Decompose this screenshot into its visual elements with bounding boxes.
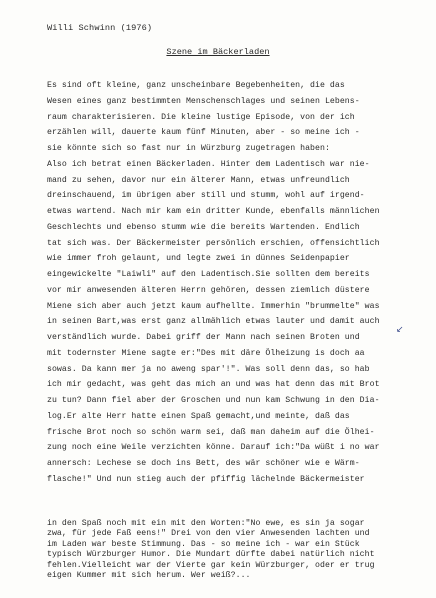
body-line: zu tun? Dann fiel aber der Groschen und nun kam Schwung in den Dia- (47, 396, 380, 405)
body-line: etwas wartend. Nach mir kam ein dritter Kunde, ebenfalls männlichen (47, 207, 380, 216)
body-line: Geschlechts und ebenso stumm wie die bereits Wartenden. Endlich (47, 222, 360, 232)
body-line: zung noch eine Weile verzichten könne. Darauf ich:"Da wüßt i no war (47, 443, 380, 453)
page-title: Szene im Bäckerladen (166, 47, 270, 57)
body-line: log.Er alte Herr hatte einen Spaß gemacht,und meinte, daß das (47, 411, 350, 421)
body-line: Miene sich aber auch jetzt kaum aufhellte. Immerhin "brummelte" was (47, 301, 380, 311)
body-line: flasche!" Und nun stieg auch der pfiffig lächelnde Bäckermeister (47, 474, 365, 484)
footer-line: im Laden war beste Stimmung. Das - so meine ich - war ein Stück (47, 539, 360, 549)
author-line: Willi Schwinn (1976) (47, 23, 153, 33)
body-text (47, 78, 432, 488)
body-line: in seinen Bart,was erst ganz allmählich etwas lauter und damit auch (47, 317, 380, 327)
body-line: dreinschauend, im übrigen aber still und stumm, wohl auf irgend- (47, 191, 365, 201)
body-line: Also ich betrat einen Bäckerladen. Hinter dem Ladentisch war nie- (47, 159, 370, 169)
body-line: sie könnte sich so fast nur in Würzburg zugetragen haben: (47, 144, 330, 153)
body-line: raum charakterisieren. Die kleine lustige Episode, von der ich (47, 112, 355, 122)
body-line: mand zu sehen, davor nur ein älterer Mann, etwas unfreundlich (47, 175, 350, 185)
footer-line: typisch Würzburger Humor. Die Mundart dürfte dabei natürlich nicht (47, 550, 375, 560)
footer-text (47, 519, 432, 581)
body-line: vor mir anwesenden älteren Herrn gehören, dessen ziemlich düstere (47, 285, 370, 295)
body-line: annersch: Lechese se doch ins Bett, des wär schöner wie e Wärm- (47, 459, 360, 468)
body-line: frische Brot noch so schön warm sei, daß man daheim auf die Ölhei- (47, 427, 375, 437)
footer-line: in den Spaß noch mit ein mit den Worten:"No ewe, es sin ja sogar (47, 519, 365, 528)
body-line: Wesen eines ganz bestimmten Menschenschlages und seinen Lebens- (47, 96, 360, 106)
body-line: sowas. Da kann mer ja no aweng spar'!". Was soll denn das, so hab (47, 364, 370, 374)
body-line: eingewickelte "Laiwli" auf den Ladentisch.Sie sollten dem bereits (47, 270, 370, 279)
body-line: ich mir gedacht, was geht das mich an und was hat denn das mit Brot (47, 380, 380, 390)
body-line: Es sind oft kleine, ganz unscheinbare Begebenheiten, die das (47, 81, 345, 90)
body-line: wie immer froh gelaunt, und legte zwei in dünnes Seidenpapier (47, 254, 350, 264)
footer-line: fehlen.Vielleicht war der Vierte gar kein Würzburger, oder er trug (47, 560, 375, 570)
body-line: tat sich was. Der Bäckermeister persönlich erschien, offensichtlich (47, 238, 380, 248)
handwritten-correction-mark: ↙ (396, 325, 404, 335)
body-line: verständlich wurde. Dabei griff der Mann nach seinen Broten und (47, 333, 360, 342)
footer-line: zwa, für jede Faß eens!" Drei von den vier Anwesenden lachten und (47, 529, 370, 539)
footer-line: eigen Kummer mit sich herum. Wer weiß?... (47, 570, 251, 580)
body-line: erzählen will, dauerte kaum fünf Minuten, aber - so meine ich - (47, 128, 360, 138)
body-line: mit todernster Miene sagte er:"Des mit däre Ölheizung is doch aa (47, 348, 365, 358)
